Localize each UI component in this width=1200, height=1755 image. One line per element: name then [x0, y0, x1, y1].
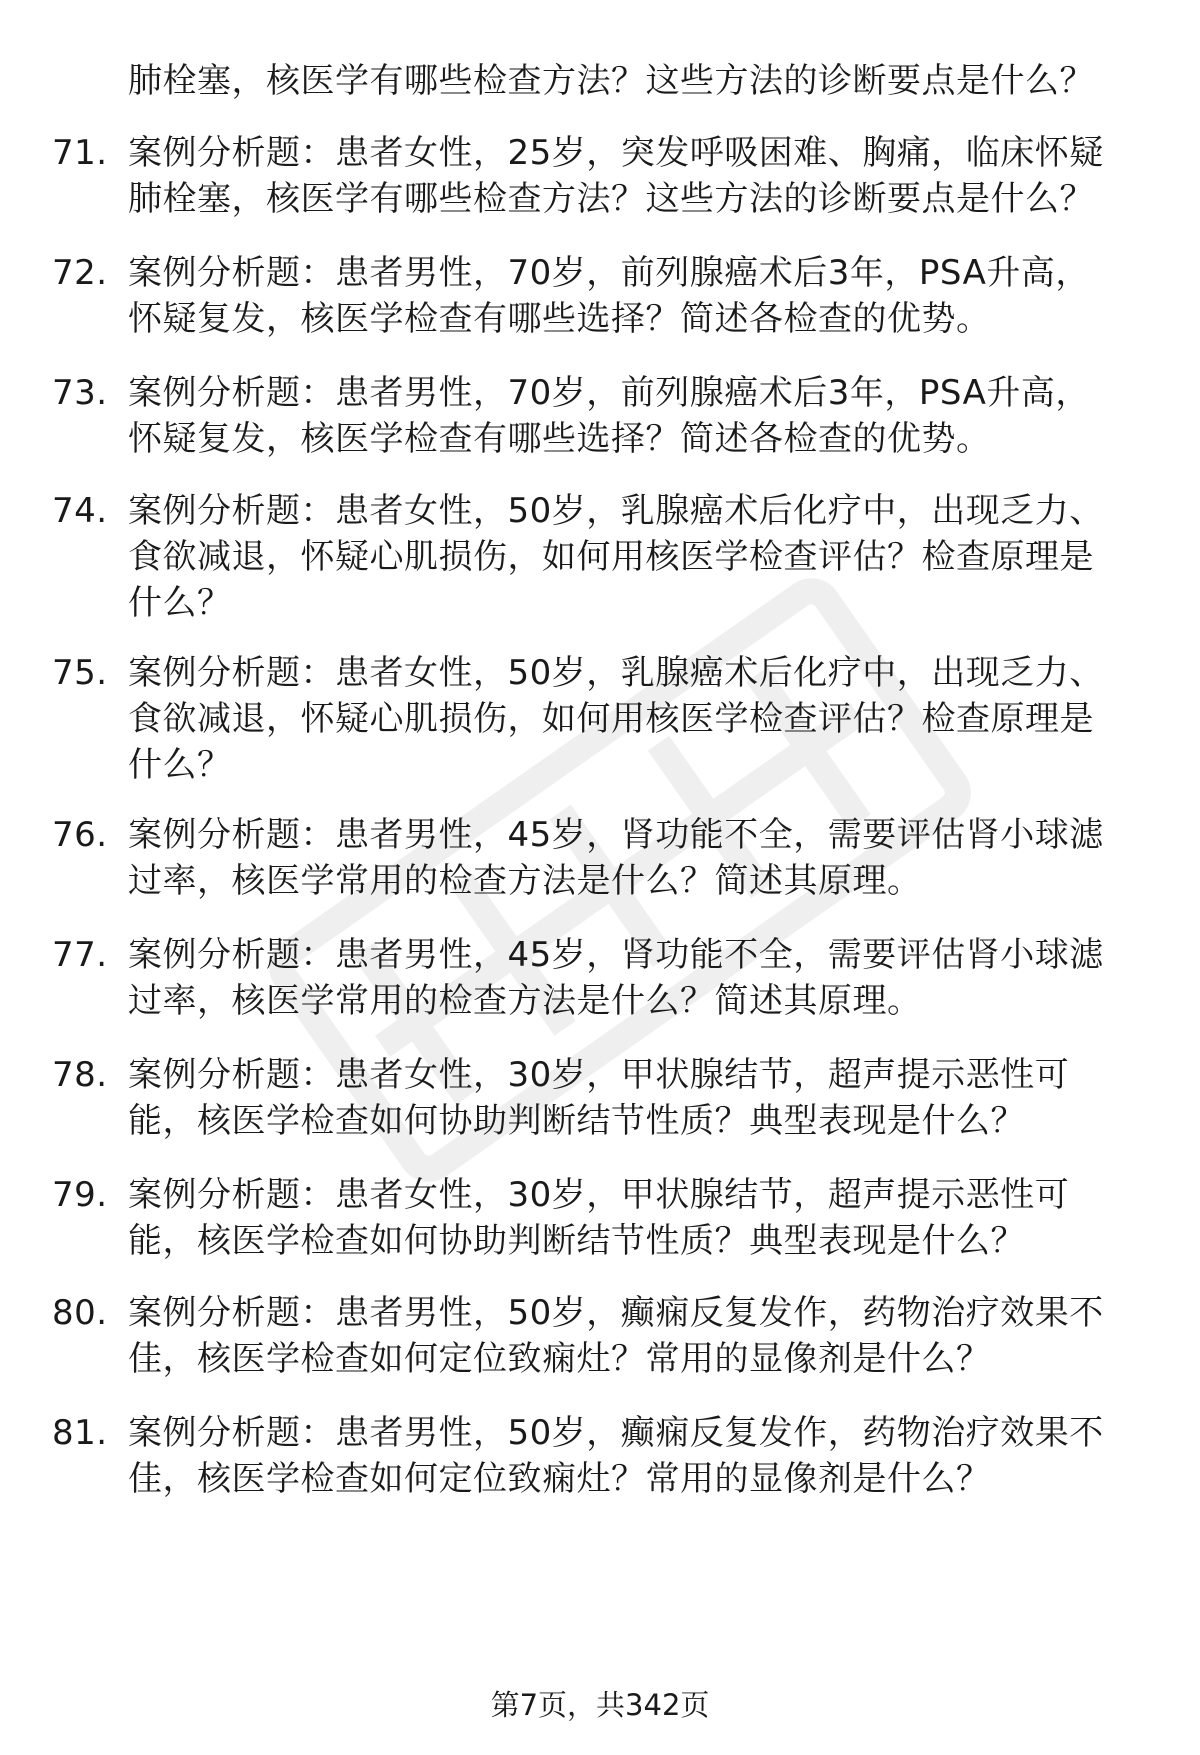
question-number: 72. [52, 253, 108, 293]
text-line: 案例分析题：患者男性，45岁，肾功能不全，需要评估肾小球滤 [128, 935, 1104, 975]
text-line: 案例分析题：患者女性，25岁，突发呼吸困难、胸痛，临床怀疑 [128, 133, 1104, 173]
question-number: 77. [52, 935, 108, 975]
question-number: 79. [52, 1175, 108, 1215]
text-line: 过率，核医学常用的检查方法是什么？简述其原理。 [128, 861, 922, 901]
text-line: 案例分析题：患者男性，45岁，肾功能不全，需要评估肾小球滤 [128, 815, 1104, 855]
text-line: 什么？ [128, 745, 232, 785]
text-line: 案例分析题：患者女性，50岁，乳腺癌术后化疗中，出现乏力、 [128, 491, 1104, 531]
text-line: 什么？ [128, 583, 232, 623]
question-number: 76. [52, 815, 108, 855]
text-line: 能，核医学检查如何协助判断结节性质？典型表现是什么？ [128, 1221, 1025, 1261]
question-number: 80. [52, 1293, 108, 1333]
text-line: 案例分析题：患者女性，50岁，乳腺癌术后化疗中，出现乏力、 [128, 653, 1104, 693]
text-line: 过率，核医学常用的检查方法是什么？简述其原理。 [128, 981, 922, 1021]
text-line: 食欲减退，怀疑心肌损伤，如何用核医学检查评估？检查原理是 [128, 699, 1094, 739]
text-line: 怀疑复发，核医学检查有哪些选择？简述各检查的优势。 [128, 299, 991, 339]
text-line: 案例分析题：患者男性，70岁，前列腺癌术后3年，PSA升高， [128, 253, 1090, 293]
question-number: 74. [52, 491, 108, 531]
text-line: 佳，核医学检查如何定位致痫灶？常用的显像剂是什么？ [128, 1459, 991, 1499]
text-line: 肺栓塞，核医学有哪些检查方法？这些方法的诊断要点是什么？ [128, 179, 1094, 219]
text-line: 案例分析题：患者女性，30岁，甲状腺结节，超声提示恶性可 [128, 1055, 1070, 1095]
text-line: 食欲减退，怀疑心肌损伤，如何用核医学检查评估？检查原理是 [128, 537, 1094, 577]
text-line: 怀疑复发，核医学检查有哪些选择？简述各检查的优势。 [128, 419, 991, 459]
question-number: 71. [52, 133, 108, 173]
text-line: 案例分析题：患者男性，50岁，癫痫反复发作，药物治疗效果不 [128, 1293, 1104, 1333]
text-line: 肺栓塞，核医学有哪些检查方法？这些方法的诊断要点是什么？ [128, 61, 1094, 101]
question-number: 81. [52, 1413, 108, 1453]
question-number: 75. [52, 653, 108, 693]
text-line: 佳，核医学检查如何定位致痫灶？常用的显像剂是什么？ [128, 1339, 991, 1379]
text-line: 案例分析题：患者女性，30岁，甲状腺结节，超声提示恶性可 [128, 1175, 1070, 1215]
page-footer: 第7页，共342页 [490, 1688, 710, 1722]
question-number: 73. [52, 373, 108, 413]
text-line: 能，核医学检查如何协助判断结节性质？典型表现是什么？ [128, 1101, 1025, 1141]
text-line: 案例分析题：患者男性，70岁，前列腺癌术后3年，PSA升高， [128, 373, 1090, 413]
question-number: 78. [52, 1055, 108, 1095]
text-line: 案例分析题：患者男性，50岁，癫痫反复发作，药物治疗效果不 [128, 1413, 1104, 1453]
